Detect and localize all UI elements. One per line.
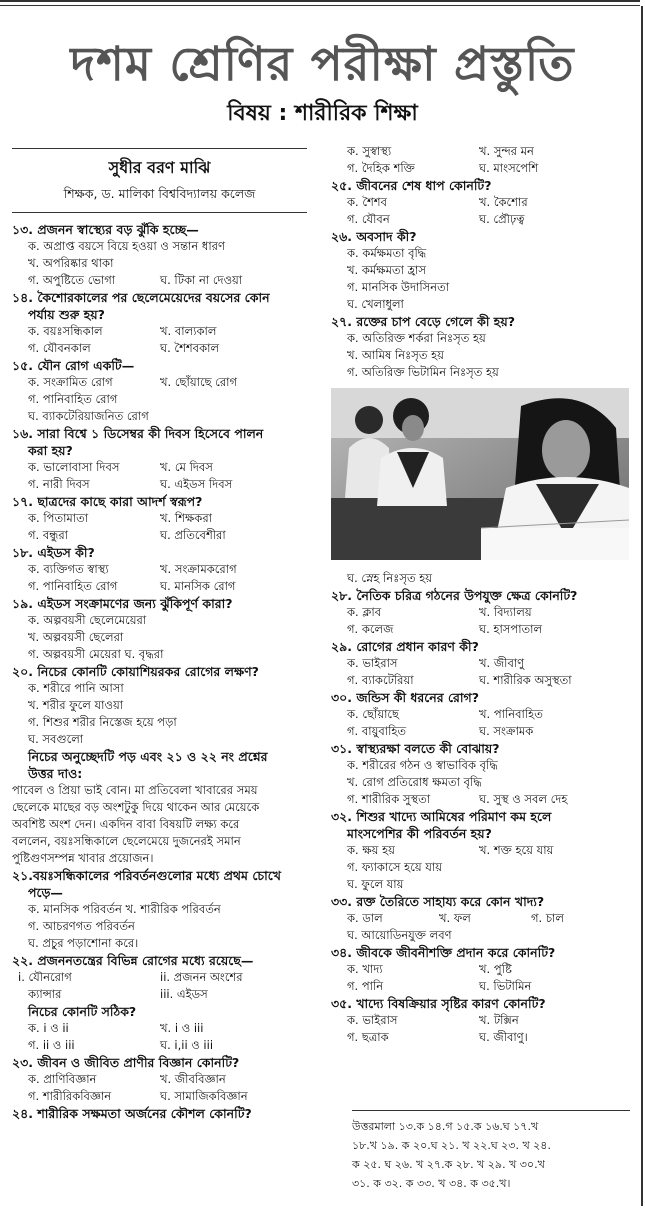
option: খ. রোগ প্রতিরোধ ক্ষমতা বৃদ্ধি	[347, 775, 482, 789]
option: গ. নারী দিবস	[28, 477, 90, 491]
question-29	[331, 638, 629, 689]
option-row	[12, 272, 307, 289]
question-28	[331, 587, 629, 638]
option: ঘ. মানসিক রোগ	[160, 579, 236, 593]
option: ক. অপ্রাপ্ত বয়সে বিয়ে হওয়া ও সন্তান ধারণ	[28, 239, 225, 253]
option-row	[12, 374, 307, 391]
option: খ. ছোঁয়াছে রোগ	[160, 375, 238, 389]
question-18	[12, 544, 307, 595]
statement-row	[12, 969, 307, 986]
question-text: ৩৪. জীবকে জীবনীশক্তি প্রদান করে কোনটি?	[331, 945, 556, 960]
passage-line: ছেলেকে মাছের বড় অংশটুকু দিয়ে থাকেন আর মেয়েকে	[12, 800, 260, 814]
page-title: দশম শ্রেণির পরীক্ষা প্রস্তুতি	[70, 37, 575, 92]
option: খ. সুন্দর মন	[479, 144, 534, 158]
option: ঘ. ফুলে যায়	[347, 877, 404, 891]
answer-line: ১৮.খ ১৯. ক ২০.ঘ ২১. খ ২২.ঘ ২৩. খ ২৪.	[352, 1139, 551, 1152]
question-19	[12, 595, 307, 663]
subject-heading: বিষয় : শারীরিক শিক্ষা	[227, 101, 418, 126]
question-text: ১৪. কৈশোরকালের পর ছেলেমেয়েদের বয়সের কোন	[12, 290, 270, 305]
option: ঘ. ভিটামিন	[479, 979, 532, 993]
question-text: ২৯. রোগের প্রধান কারণ কী?	[331, 639, 479, 654]
option-row	[12, 1088, 307, 1105]
author-box	[12, 148, 307, 213]
option: গ. কলেজ	[347, 622, 394, 636]
option: গ. আচরণগত পরিবর্তন	[28, 919, 135, 933]
question-text: ২৮. নৈতিক চরিত্র গঠনের উপযুক্ত ক্ষেত্র কোনটি?	[331, 588, 578, 603]
option: ঘ. মাংসপেশি	[479, 161, 539, 175]
question-text: পড়ে—	[28, 885, 63, 900]
question-text: করা হয়?	[28, 443, 73, 458]
option: খ. i ও iii	[160, 1021, 204, 1035]
question-text: ১৬. সারা বিশ্বে ১ ডিসেম্বর কী দিবস হিসেবে পালন	[12, 426, 264, 441]
option-row	[331, 621, 629, 638]
question-17	[12, 493, 307, 544]
question-24-options	[331, 143, 629, 177]
option: ক. ভালোবাসা দিবস	[28, 460, 120, 474]
question-16	[12, 425, 307, 493]
question-text: ২৬. অবসাদ কী?	[331, 229, 417, 244]
option: গ. পানিবাহিত রোগ	[28, 579, 118, 593]
question-23	[12, 1054, 307, 1105]
question-text: ১৫. যৌন রোগ একটি—	[12, 358, 135, 373]
option: ঘ. i,ii ও iii	[160, 1038, 214, 1052]
option: ক. বয়ঃসন্ধিকাল	[28, 324, 103, 338]
option-row	[331, 910, 629, 927]
option: ঘ. হাসপাতাল	[479, 622, 543, 636]
question-text: ১৯. এইডস সংক্রামণের জন্য ঝুঁকিপূর্ণ কারা?	[12, 596, 233, 611]
option: খ. পুষ্টি	[479, 962, 512, 976]
option: ক. শরীরে পানি আসা	[28, 681, 124, 695]
option: গ. শারীরিকবিজ্ঞান	[28, 1089, 112, 1103]
option: খ. পানিবাহিত	[479, 707, 543, 721]
option: ঘ. প্রৌঢ়ত্ব	[479, 212, 525, 226]
question-13	[12, 221, 307, 289]
option: ঘ. সুস্থ ও সবল দেহ	[479, 792, 568, 806]
question-text: ৩১. স্বাস্থ্যরক্ষা বলতে কী বোঝায়?	[331, 741, 500, 756]
option: খ. শিক্ষকরা	[160, 511, 212, 525]
answer-line: ক ২৫. ঘ ২৬. খ ২৭.ক ২৮. খ ২৯. খ ৩০.খ	[352, 1158, 545, 1171]
option-row	[331, 842, 629, 859]
statement: i. যৌনরোগ	[18, 970, 72, 984]
option: ঘ. টিকা না দেওয়া	[160, 273, 243, 287]
passage-line: পুষ্টিগুণসম্পন্ন খাবার প্রয়োজন।	[12, 851, 154, 865]
option: ঘ. খেলাধুলা	[347, 297, 404, 311]
option-row	[12, 340, 307, 357]
option: ঘ. এইডস দিবস	[160, 477, 233, 491]
option: ক. প্রাণিবিজ্ঞান	[28, 1072, 97, 1086]
question-25	[331, 177, 629, 228]
right-column	[331, 143, 629, 1046]
question-text: ১৩. প্রজনন স্বাস্থ্যের বড় ঝুঁকি হচ্ছে—	[12, 222, 199, 237]
option-row	[331, 723, 629, 740]
question-30	[331, 689, 629, 740]
option: ক. শরীরের গঠন ও স্বাভাবিক বৃদ্ধি	[347, 758, 498, 772]
option: গ. যৌবন	[347, 212, 390, 226]
option: গ. অপুষ্টিতে ভোগা	[28, 273, 116, 287]
question-text: ৩৩. রক্ত তৈরিতে সাহায্য করে কোন খাদ্য?	[331, 894, 545, 909]
option: ক. ছোঁয়াছে	[347, 707, 400, 721]
option-row	[331, 143, 629, 160]
option: খ. ফল	[439, 911, 471, 925]
statement: ক্যান্সার	[28, 987, 62, 1001]
option: ক. ক্ষয় হয়	[347, 843, 395, 857]
top-rule	[0, 0, 640, 6]
question-32	[331, 808, 629, 893]
passage-line: বললেন, বয়ঃসন্ধিকালে ছেলেমেয়ে দুজনেরই সমান	[12, 834, 241, 848]
option: ঘ. শৈশবকাল	[160, 341, 220, 355]
option: ঘ. আয়োডিনযুক্ত লবণ	[347, 928, 452, 942]
instruction-line: নিচের অনুচ্ছেদটি পড় এবং ২১ ও ২২ নং প্রশ্নের	[28, 749, 268, 764]
option: ক. সুস্বাস্থ্য	[347, 144, 392, 158]
option-row	[331, 655, 629, 672]
question-27	[331, 313, 629, 587]
option: গ. অতিরিক্ত ভিটামিন নিঃসৃত হয়	[347, 365, 499, 379]
statement: ii. প্রজনন অংশের	[160, 970, 243, 984]
option: ঘ. সামাজিকবিজ্ঞান	[160, 1089, 248, 1103]
option: গ. চাল	[531, 911, 564, 925]
instruction-line: উত্তর দাও:	[28, 766, 83, 781]
option-row	[12, 476, 307, 493]
option: ঘ. জীবাণু।	[479, 1030, 528, 1044]
option: গ. যৌবনকাল	[28, 341, 91, 355]
option-row	[331, 672, 629, 689]
author-name: সুধীর বরণ মাঝি	[108, 158, 211, 177]
answer-key	[352, 1110, 630, 1193]
option-row	[331, 211, 629, 228]
passage-instruction	[12, 748, 307, 782]
option: গ. শারীরিক সুস্থতা	[347, 792, 431, 806]
answer-line: ৩১. ক ৩২. ক ৩৩. খ ৩৪. ক ৩৫.খ।	[352, 1177, 511, 1190]
option-row	[331, 706, 629, 723]
option-row	[12, 561, 307, 578]
question-33	[331, 893, 629, 944]
option: খ. অল্পবয়সী ছেলেরা	[28, 630, 124, 644]
option-row	[331, 1012, 629, 1029]
option: ক. ব্যক্তিগত স্বাস্থ্য	[28, 562, 109, 576]
question-14	[12, 289, 307, 357]
option-row	[331, 1029, 629, 1046]
option: ক. শৈশব	[347, 195, 388, 209]
question-text: ২৭. রক্তের চাপ বেড়ে গেলে কী হয়?	[331, 314, 515, 329]
option-row	[331, 961, 629, 978]
option: ক. ক্লাব	[347, 605, 382, 619]
option: ক. অল্পবয়সী ছেলেমেয়েরা	[28, 613, 147, 627]
question-22	[12, 952, 307, 1054]
option: খ. শক্ত হয়ে যায়	[479, 843, 554, 857]
option: খ. জীববিজ্ঞান	[160, 1072, 226, 1086]
option-row	[331, 978, 629, 995]
option: খ. জীবাণু	[479, 656, 525, 670]
option: ঘ. শারীরিক অসুস্থতা	[479, 673, 572, 687]
question-text: ৩০. জন্ডিস কী ধরনের রোগ?	[331, 690, 479, 705]
option: ক. ভাইরাস	[347, 656, 398, 670]
option-row	[331, 194, 629, 211]
option: খ. মে দিবস	[160, 460, 213, 474]
students-exam-photo	[331, 388, 629, 560]
option-row	[12, 323, 307, 340]
option: খ. বিদ্যালয়	[479, 605, 532, 619]
option: খ. কর্মক্ষমতা হ্রাস	[347, 263, 426, 277]
question-26	[331, 228, 629, 313]
author-affiliation: শিক্ষক, ড. মালিকা বিশ্ববিদ্যালয় কলেজ	[63, 186, 256, 201]
question-subtext: নিচের কোনটি সঠিক?	[28, 1004, 137, 1019]
option: ঘ. সবগুলো	[28, 732, 84, 746]
option: গ. দৈহিক শক্তি	[347, 161, 415, 175]
passage	[12, 782, 307, 867]
question-35	[331, 995, 629, 1046]
option: ঘ. প্রতিবেশীরা	[160, 528, 226, 542]
question-text: ২২. প্রজননতন্ত্রের বিভিন্ন রোগের মধ্যে রয়েছে—	[12, 953, 254, 968]
statement: iii. এইডস	[160, 987, 208, 1001]
option: খ. আমিষ নিঃসৃত হয়	[347, 348, 444, 362]
question-15	[12, 357, 307, 425]
option: ক. ভাইরাস	[347, 1013, 398, 1027]
option: গ. অল্পবয়সী মেয়েরা ঘ. বৃদ্ধরা	[28, 647, 164, 661]
option-row	[331, 791, 629, 808]
question-text: ৩২. শিশুর খাদ্যে আমিষের পরিমাণ কম হলে	[331, 809, 552, 824]
option: ক. i ও ii	[28, 1021, 69, 1035]
option: খ. বাল্যকাল	[160, 324, 217, 338]
option: খ. শরীর ফুলে যাওয়া	[28, 698, 124, 712]
option: ঘ. প্রচুর পড়াশোনা করে।	[28, 936, 139, 950]
option-row	[12, 578, 307, 595]
question-text: ৩৫. খাদ্যে বিষক্রিয়ার সৃষ্টির কারণ কোনটি?	[331, 996, 546, 1011]
question-text: মাংসপেশির কী পরিবর্তন হয়?	[347, 826, 492, 841]
option-row	[331, 604, 629, 621]
option-row	[12, 510, 307, 527]
option: গ. পানিবাহিত রোগ	[28, 392, 118, 406]
option-row	[12, 459, 307, 476]
right-column-rule	[641, 6, 643, 1206]
question-text: ২৪. শারীরিক সক্ষমতা অর্জনের কৌশল কোনটি?	[12, 1106, 252, 1121]
question-text: পর্যায় শুরু হয়?	[28, 307, 105, 322]
question-text: ২৫. জীবনের শেষ ধাপ কোনটি?	[331, 178, 492, 193]
question-text: ১৭. ছাত্রদের কাছে কারা আদর্শ স্বরূপ?	[12, 494, 203, 509]
option: ক. কর্মক্ষমতা বৃদ্ধি	[347, 246, 427, 260]
answer-line: উত্তরমালা ১৩.ক ১৪.গ ১৫.ক ১৬.ঘ ১৭.খ	[352, 1120, 539, 1133]
option: গ. মানসিক উদাসিনতা	[347, 280, 450, 294]
option-row	[12, 527, 307, 544]
option: ঘ. স্নেহ নিঃসৃত হয়	[347, 571, 433, 585]
option: খ. অপরিষ্কার থাকা	[28, 256, 114, 270]
option: ঘ. ব্যাকটেরিয়াজনিত রোগ	[28, 409, 149, 423]
option: গ. ছত্রাক	[347, 1030, 389, 1044]
question-34	[331, 944, 629, 995]
passage-line: পাবেল ও প্রিয়া ভাই বোন। মা প্রতিবেলা খাবারের সময়	[12, 783, 258, 797]
question-20	[12, 663, 307, 748]
question-text: ২০. নিচের কোনটি কোয়াশিয়রকর রোগের লক্ষণ?	[12, 664, 259, 679]
question-21	[12, 867, 307, 952]
option-row	[12, 1071, 307, 1088]
option: ক. পিতামাতা	[28, 511, 89, 525]
option: খ. সংক্রামকরোগ	[160, 562, 237, 576]
passage-line: অবশিষ্ট অংশ দেন। একদিন বাবা বিষয়টি লক্ষ্য করে	[12, 817, 240, 831]
option: গ. বায়ুবাহিত	[347, 724, 407, 738]
option: ক. ডাল	[347, 911, 383, 925]
option: গ. শিশুর শরীর নিস্তেজ হয়ে পড়া	[28, 715, 177, 729]
option: গ. বন্ধুরা	[28, 528, 69, 542]
statement-row	[12, 986, 307, 1003]
question-text: ২৩. জীবন ও জীবিত প্রাণীর বিজ্ঞান কোনটি?	[12, 1055, 240, 1070]
option: গ. ii ও iii	[28, 1038, 75, 1052]
option: খ. টক্সিন	[479, 1013, 519, 1027]
option-row	[331, 160, 629, 177]
option: গ. ফ্যাকাসে হয়ে যায়	[347, 860, 443, 874]
option: ক. খাদ্য	[347, 962, 383, 976]
option-row	[12, 1020, 307, 1037]
question-31	[331, 740, 629, 808]
option: গ. পানি	[347, 979, 384, 993]
option: ক. সংক্রামিত রোগ	[28, 375, 113, 389]
option: গ. ব্যাকটেরিয়া	[347, 673, 414, 687]
question-text: ১৮. এইডস কী?	[12, 545, 95, 560]
question-24	[12, 1105, 307, 1122]
question-text: ২১.বয়ঃসন্ধিকালের পরিবর্তনগুলোর মধ্যে প্রথম চোখে	[12, 868, 281, 883]
option: খ. কৈশোর	[479, 195, 528, 209]
option: ক. অতিরিক্ত শর্করা নিঃসৃত হয়	[347, 331, 486, 345]
option: ঘ. সংক্রামক	[479, 724, 534, 738]
option: ক. মানসিক পরিবর্তন খ. শারীরিক পরিবর্তন	[28, 902, 221, 916]
left-column	[12, 148, 307, 1122]
option-row	[12, 1037, 307, 1054]
